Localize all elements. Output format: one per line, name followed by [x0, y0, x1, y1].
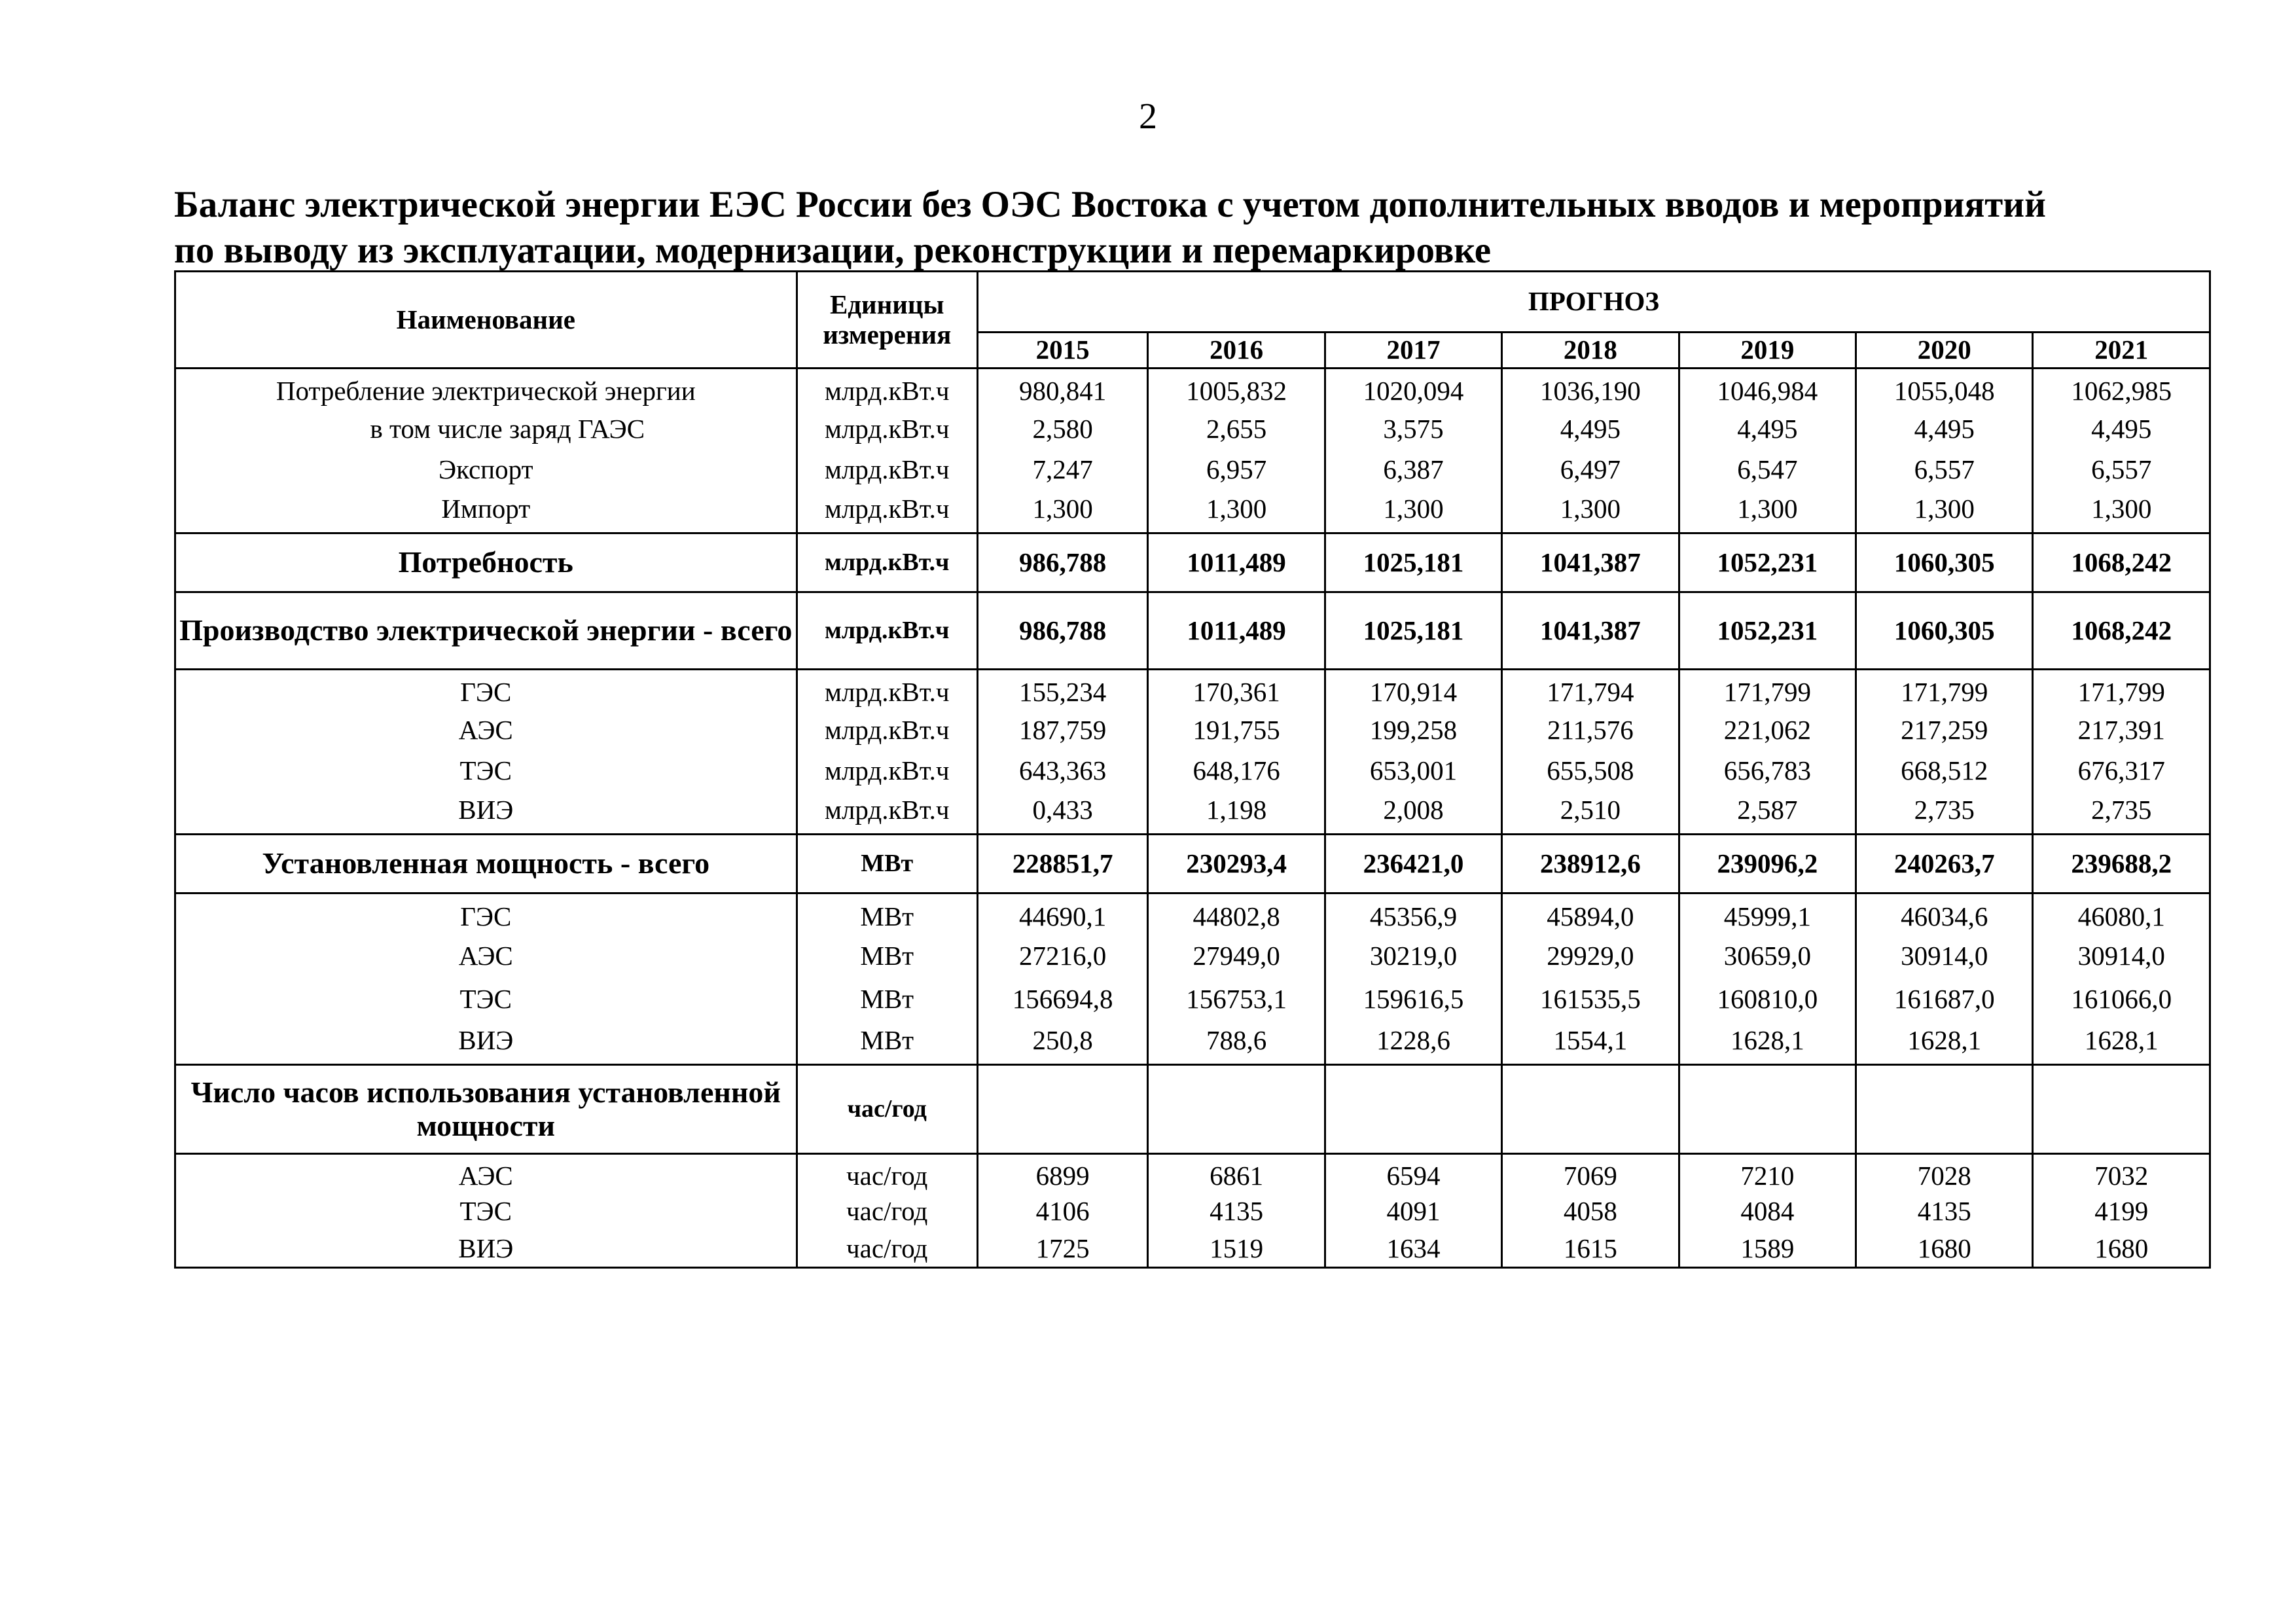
row-label: в том числе заряд ГАЭС: [175, 409, 797, 450]
cell-value: 1,300: [1502, 490, 1679, 533]
cell-value: 211,576: [1502, 710, 1679, 751]
cell-value: 6,557: [2033, 450, 2210, 490]
cell-value: 1628,1: [1856, 1022, 2033, 1065]
header-year: 2019: [1679, 333, 1856, 369]
cell-value: 668,512: [1856, 751, 2033, 791]
cell-value: 2,655: [1148, 409, 1325, 450]
cell-value: 1062,985: [2033, 369, 2210, 409]
cell-value: 1011,489: [1148, 533, 1325, 592]
cell-value: 1005,832: [1148, 369, 1325, 409]
cell-value: 6,957: [1148, 450, 1325, 490]
cell-value: 1,198: [1148, 791, 1325, 835]
cell-value: 159616,5: [1325, 977, 1501, 1022]
row-label: Число часов использования установленной мощности: [175, 1065, 797, 1154]
row-unit: млрд.кВт.ч: [797, 791, 977, 835]
cell-value: 46080,1: [2033, 893, 2210, 935]
table-row: [175, 1154, 2210, 1193]
cell-value: 239688,2: [2033, 835, 2210, 893]
row-label: ТЭС: [175, 1193, 797, 1231]
cell-value: 788,6: [1148, 1022, 1325, 1065]
cell-value: 187,759: [977, 710, 1147, 751]
row-label: ВИЭ: [175, 791, 797, 835]
cell-value: 4135: [1148, 1193, 1325, 1231]
table-row: [175, 490, 2210, 533]
cell-value: 2,735: [2033, 791, 2210, 835]
cell-value: 1052,231: [1679, 592, 1856, 670]
cell-value: 653,001: [1325, 751, 1501, 791]
cell-value: 1,300: [1679, 490, 1856, 533]
cell-value: 1046,984: [1679, 369, 1856, 409]
row-label: Производство электрической энергии - всего: [175, 592, 797, 670]
row-unit: млрд.кВт.ч: [797, 533, 977, 592]
row-unit: час/год: [797, 1231, 977, 1268]
cell-value: 1615: [1502, 1231, 1679, 1268]
cell-value: 986,788: [977, 533, 1147, 592]
cell-value: 161687,0: [1856, 977, 2033, 1022]
cell-value: 676,317: [2033, 751, 2210, 791]
cell-value: 648,176: [1148, 751, 1325, 791]
cell-value: 4106: [977, 1193, 1147, 1231]
cell-value: 1060,305: [1856, 592, 2033, 670]
cell-value: 4135: [1856, 1193, 2033, 1231]
table-row: [175, 369, 2210, 409]
cell-value: 6861: [1148, 1154, 1325, 1193]
cell-value: 1680: [2033, 1231, 2210, 1268]
cell-value: 1,300: [1148, 490, 1325, 533]
cell-value: 4,495: [1502, 409, 1679, 450]
cell-value: 4058: [1502, 1193, 1679, 1231]
table-row: [175, 409, 2210, 450]
cell-value: 2,580: [977, 409, 1147, 450]
header-year: 2020: [1856, 333, 2033, 369]
cell-value: 1041,387: [1502, 533, 1679, 592]
cell-value: 986,788: [977, 592, 1147, 670]
table-row: [175, 533, 2210, 592]
title-line-1: Баланс электрической энергии ЕЭС России без ОЭС Востока с учетом дополнительных вводов и мероприятий: [174, 184, 2046, 225]
row-unit: млрд.кВт.ч: [797, 592, 977, 670]
cell-value: 45894,0: [1502, 893, 1679, 935]
table-row: [175, 450, 2210, 490]
cell-value: 1025,181: [1325, 533, 1501, 592]
cell-value: 4084: [1679, 1193, 1856, 1231]
table-row: [175, 670, 2210, 710]
cell-value: 6,557: [1856, 450, 2033, 490]
row-unit: МВт: [797, 935, 977, 977]
cell-value: [977, 1065, 1147, 1154]
row-label: Импорт: [175, 490, 797, 533]
cell-value: 230293,4: [1148, 835, 1325, 893]
cell-value: 7,247: [977, 450, 1147, 490]
row-unit: млрд.кВт.ч: [797, 490, 977, 533]
cell-value: 170,914: [1325, 670, 1501, 710]
cell-value: 1680: [1856, 1231, 2033, 1268]
cell-value: 7210: [1679, 1154, 1856, 1193]
cell-value: 1228,6: [1325, 1022, 1501, 1065]
cell-value: 27949,0: [1148, 935, 1325, 977]
table-row: [175, 935, 2210, 977]
cell-value: 1020,094: [1325, 369, 1501, 409]
row-unit: млрд.кВт.ч: [797, 670, 977, 710]
table-row: [175, 893, 2210, 935]
cell-value: 1052,231: [1679, 533, 1856, 592]
cell-value: 3,575: [1325, 409, 1501, 450]
row-unit: млрд.кВт.ч: [797, 369, 977, 409]
cell-value: 1,300: [977, 490, 1147, 533]
row-unit: млрд.кВт.ч: [797, 751, 977, 791]
cell-value: 27216,0: [977, 935, 1147, 977]
row-label: АЭС: [175, 1154, 797, 1193]
row-unit: млрд.кВт.ч: [797, 450, 977, 490]
cell-value: 1068,242: [2033, 533, 2210, 592]
row-unit: час/год: [797, 1154, 977, 1193]
cell-value: [1856, 1065, 2033, 1154]
row-unit: час/год: [797, 1193, 977, 1231]
row-unit: МВт: [797, 977, 977, 1022]
cell-value: 30914,0: [1856, 935, 2033, 977]
cell-value: [1148, 1065, 1325, 1154]
table-row: [175, 1022, 2210, 1065]
cell-value: [1325, 1065, 1501, 1154]
cell-value: 240263,7: [1856, 835, 2033, 893]
row-label: АЭС: [175, 710, 797, 751]
cell-value: 171,799: [1679, 670, 1856, 710]
row-label: ТЭС: [175, 751, 797, 791]
table-row: [175, 592, 2210, 670]
page-number: 2: [1139, 96, 1157, 137]
cell-value: 161066,0: [2033, 977, 2210, 1022]
cell-value: [1502, 1065, 1679, 1154]
header-unit: Единицы измерения: [797, 272, 977, 369]
cell-value: 6899: [977, 1154, 1147, 1193]
header-year: 2017: [1325, 333, 1501, 369]
cell-value: 1,300: [1325, 490, 1501, 533]
title-line-2: по выводу из эксплуатации, модернизации, реконструкции и перемаркировке: [174, 230, 1492, 271]
cell-value: 1025,181: [1325, 592, 1501, 670]
row-label: Экспорт: [175, 450, 797, 490]
row-unit: МВт: [797, 1022, 977, 1065]
cell-value: 4,495: [2033, 409, 2210, 450]
row-unit: млрд.кВт.ч: [797, 409, 977, 450]
cell-value: 156694,8: [977, 977, 1147, 1022]
row-unit: МВт: [797, 893, 977, 935]
cell-value: 161535,5: [1502, 977, 1679, 1022]
cell-value: 1628,1: [2033, 1022, 2210, 1065]
cell-value: 217,391: [2033, 710, 2210, 751]
cell-value: 30914,0: [2033, 935, 2210, 977]
cell-value: 2,510: [1502, 791, 1679, 835]
row-label: АЭС: [175, 935, 797, 977]
header-year: 2016: [1148, 333, 1325, 369]
cell-value: 155,234: [977, 670, 1147, 710]
cell-value: 0,433: [977, 791, 1147, 835]
balance-table: [174, 270, 2211, 1269]
cell-value: 1068,242: [2033, 592, 2210, 670]
cell-value: 171,799: [2033, 670, 2210, 710]
cell-value: 4091: [1325, 1193, 1501, 1231]
cell-value: 1725: [977, 1231, 1147, 1268]
header-year: 2018: [1502, 333, 1679, 369]
table-row: [175, 1065, 2210, 1154]
cell-value: 1628,1: [1679, 1022, 1856, 1065]
row-unit: млрд.кВт.ч: [797, 710, 977, 751]
cell-value: 1554,1: [1502, 1022, 1679, 1065]
cell-value: 44802,8: [1148, 893, 1325, 935]
cell-value: 45356,9: [1325, 893, 1501, 935]
cell-value: 29929,0: [1502, 935, 1679, 977]
cell-value: 45999,1: [1679, 893, 1856, 935]
header-year: 2015: [977, 333, 1147, 369]
cell-value: 1011,489: [1148, 592, 1325, 670]
row-label: Потребление электрической энергии: [175, 369, 797, 409]
cell-value: 1041,387: [1502, 592, 1679, 670]
cell-value: 1036,190: [1502, 369, 1679, 409]
cell-value: 1519: [1148, 1231, 1325, 1268]
cell-value: 4199: [2033, 1193, 2210, 1231]
cell-value: 1060,305: [1856, 533, 2033, 592]
row-label: Установленная мощность - всего: [175, 835, 797, 893]
cell-value: 156753,1: [1148, 977, 1325, 1022]
cell-value: 6,387: [1325, 450, 1501, 490]
cell-value: 656,783: [1679, 751, 1856, 791]
header-year: 2021: [2033, 333, 2210, 369]
document-title: [174, 182, 2223, 274]
table-row: [175, 710, 2210, 751]
cell-value: 1589: [1679, 1231, 1856, 1268]
cell-value: 30659,0: [1679, 935, 1856, 977]
header-forecast: ПРОГНОЗ: [977, 272, 2210, 333]
cell-value: 221,062: [1679, 710, 1856, 751]
header-name: Наименование: [175, 272, 797, 369]
cell-value: 44690,1: [977, 893, 1147, 935]
cell-value: 1634: [1325, 1231, 1501, 1268]
row-label: ТЭС: [175, 977, 797, 1022]
cell-value: 7069: [1502, 1154, 1679, 1193]
cell-value: 46034,6: [1856, 893, 2033, 935]
cell-value: 655,508: [1502, 751, 1679, 791]
cell-value: 1055,048: [1856, 369, 2033, 409]
cell-value: 1,300: [1856, 490, 2033, 533]
cell-value: 6594: [1325, 1154, 1501, 1193]
cell-value: 2,008: [1325, 791, 1501, 835]
cell-value: 6,497: [1502, 450, 1679, 490]
header-row: [175, 272, 2210, 333]
cell-value: 239096,2: [1679, 835, 1856, 893]
row-unit: час/год: [797, 1065, 977, 1154]
row-label: ГЭС: [175, 670, 797, 710]
cell-value: [1679, 1065, 1856, 1154]
cell-value: 228851,7: [977, 835, 1147, 893]
cell-value: 2,587: [1679, 791, 1856, 835]
row-label: ВИЭ: [175, 1231, 797, 1268]
cell-value: 7032: [2033, 1154, 2210, 1193]
row-label: ГЭС: [175, 893, 797, 935]
table-row: [175, 977, 2210, 1022]
cell-value: 238912,6: [1502, 835, 1679, 893]
cell-value: 4,495: [1856, 409, 2033, 450]
table-row: [175, 1231, 2210, 1268]
cell-value: 171,794: [1502, 670, 1679, 710]
cell-value: 250,8: [977, 1022, 1147, 1065]
row-label: Потребность: [175, 533, 797, 592]
cell-value: 2,735: [1856, 791, 2033, 835]
cell-value: 7028: [1856, 1154, 2033, 1193]
cell-value: 30219,0: [1325, 935, 1501, 977]
cell-value: 160810,0: [1679, 977, 1856, 1022]
cell-value: 191,755: [1148, 710, 1325, 751]
cell-value: 236421,0: [1325, 835, 1501, 893]
row-label: ВИЭ: [175, 1022, 797, 1065]
cell-value: 980,841: [977, 369, 1147, 409]
cell-value: 217,259: [1856, 710, 2033, 751]
cell-value: 171,799: [1856, 670, 2033, 710]
cell-value: 170,361: [1148, 670, 1325, 710]
cell-value: 6,547: [1679, 450, 1856, 490]
table-row: [175, 791, 2210, 835]
cell-value: 1,300: [2033, 490, 2210, 533]
cell-value: 199,258: [1325, 710, 1501, 751]
cell-value: 4,495: [1679, 409, 1856, 450]
cell-value: 643,363: [977, 751, 1147, 791]
table-row: [175, 1193, 2210, 1231]
row-unit: МВт: [797, 835, 977, 893]
table-row: [175, 751, 2210, 791]
cell-value: [2033, 1065, 2210, 1154]
table-row: [175, 835, 2210, 893]
